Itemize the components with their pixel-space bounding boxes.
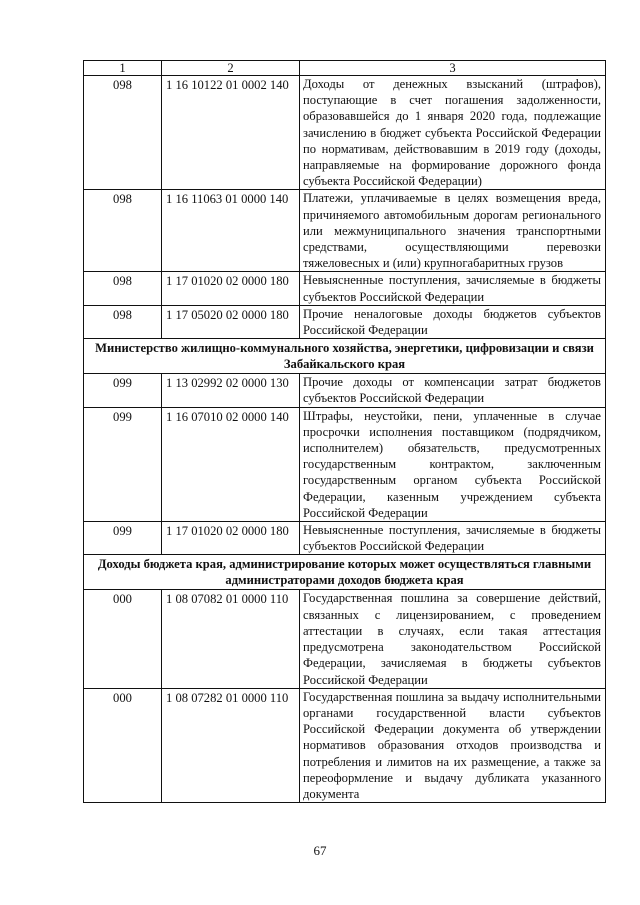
admin-code: 098	[84, 190, 162, 272]
table-row	[84, 272, 606, 305]
admin-code: 098	[84, 76, 162, 190]
table-row	[84, 305, 606, 338]
admin-code: 000	[84, 688, 162, 802]
table-row	[84, 190, 606, 272]
page-number: 67	[313, 843, 327, 858]
revenue-description: Невыясненные поступления, зачисляемые в бюджеты субъектов Российской Федерации	[300, 522, 606, 555]
revenue-description: Государственная пошлина за совершение действий, связанных с лицензированием, с проведением аттестации в случаях, если такая аттестация предусмотрена законодательством Российской Федерации, зачисляемая в бюджеты субъектов Российской Федерации	[300, 590, 606, 688]
table-row	[84, 688, 606, 802]
table-row	[84, 374, 606, 407]
revenue-code: 1 17 01020 02 0000 180	[162, 272, 300, 305]
admin-code: 099	[84, 522, 162, 555]
section-heading: Министерство жилищно-коммунального хозяйства, энергетики, цифровизации и связи Забайкальского края	[84, 339, 606, 374]
revenue-codes-table	[83, 60, 606, 803]
admin-code: 099	[84, 374, 162, 407]
revenue-description: Штрафы, неустойки, пени, уплаченные в случае просрочки исполнения поставщиком (подрядчиком, исполнителем) обязательств, предусмотренных государственным контрактом, заключенным государственным органом субъекта Российской Федерации, казенным учреждением субъекта Российской Федерации	[300, 407, 606, 521]
admin-code: 099	[84, 407, 162, 521]
revenue-code: 1 08 07282 01 0000 110	[162, 688, 300, 802]
table-row	[84, 407, 606, 521]
revenue-code: 1 08 07082 01 0000 110	[162, 590, 300, 688]
column-number-3: 3	[300, 61, 606, 76]
revenue-code: 1 16 07010 02 0000 140	[162, 407, 300, 521]
revenue-description: Прочие доходы от компенсации затрат бюджетов субъектов Российской Федерации	[300, 374, 606, 407]
admin-code: 098	[84, 272, 162, 305]
revenue-code: 1 13 02992 02 0000 130	[162, 374, 300, 407]
table-row	[84, 76, 606, 190]
revenue-code: 1 17 01020 02 0000 180	[162, 522, 300, 555]
revenue-description: Государственная пошлина за выдачу исполнительными органами государственной власти субъектов Российской Федерации документа об утверждении нормативов образования отходов производства и потребления и лимитов на их размещение, а также за переоформление и выдачу дубликата указанного документа	[300, 688, 606, 802]
revenue-description: Доходы от денежных взысканий (штрафов), поступающие в счет погашения задолженности, образовавшейся до 1 января 2020 года, подлежащие зачислению в бюджет субъекта Российской Федерации по нормативам, действовавшим в 2019 году (доходы, направляемые на формирование дорожного фонда субъекта Российской Федерации)	[300, 76, 606, 190]
section-heading: Доходы бюджета края, администрирование которых может осуществляться главными администраторами доходов бюджета края	[84, 555, 606, 590]
table-row	[84, 522, 606, 555]
admin-code: 000	[84, 590, 162, 688]
section-heading-row	[84, 339, 606, 374]
revenue-code: 1 16 10122 01 0002 140	[162, 76, 300, 190]
table-body	[84, 61, 606, 803]
revenue-description: Невыясненные поступления, зачисляемые в бюджеты субъектов Российской Федерации	[300, 272, 606, 305]
revenue-description: Прочие неналоговые доходы бюджетов субъектов Российской Федерации	[300, 305, 606, 338]
section-heading-row	[84, 555, 606, 590]
table-row	[84, 590, 606, 688]
column-number-2: 2	[162, 61, 300, 76]
admin-code: 098	[84, 305, 162, 338]
revenue-description: Платежи, уплачиваемые в целях возмещения вреда, причиняемого автомобильным дорогам регионального или межмуниципального значения транспортными средствами, осуществляющими перевозки тяжеловесных и (или) крупногабаритных грузов	[300, 190, 606, 272]
revenue-code: 1 16 11063 01 0000 140	[162, 190, 300, 272]
revenue-code: 1 17 05020 02 0000 180	[162, 305, 300, 338]
column-number-1: 1	[84, 61, 162, 76]
column-number-row	[84, 61, 606, 76]
